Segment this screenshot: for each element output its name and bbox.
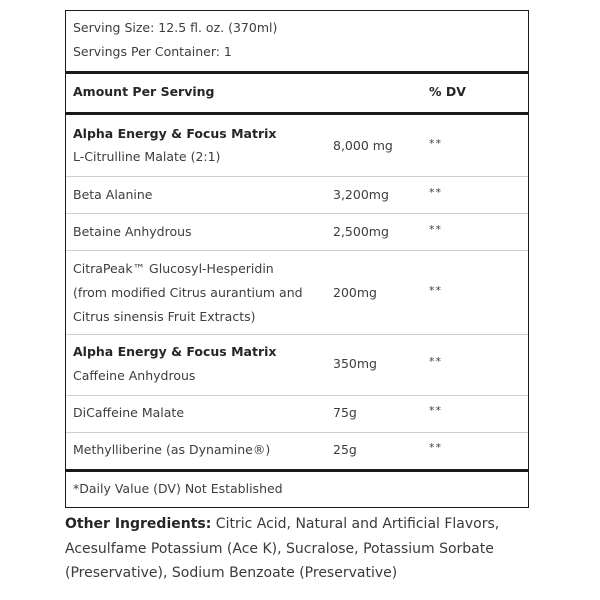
group-label: Alpha Energy & Focus Matrix xyxy=(73,126,277,141)
supplement-facts-panel xyxy=(65,10,529,508)
ingredient-name: Methylliberine (as Dynamine®) xyxy=(73,442,271,457)
dv-header: % DV xyxy=(429,84,466,99)
divider-thick xyxy=(66,71,528,74)
ingredient-amount: 3,200mg xyxy=(333,187,389,202)
ingredient-amount: 25g xyxy=(333,442,357,457)
amount-per-serving-header: Amount Per Serving xyxy=(73,84,215,99)
table-row xyxy=(66,214,528,250)
other-ingredients xyxy=(65,512,545,586)
ingredient-name: DiCaffeine Malate xyxy=(73,405,185,420)
ingredient-name: (from modified Citrus aurantium and xyxy=(73,285,303,300)
servings-per-container: Servings Per Container: 1 xyxy=(73,44,232,59)
ingredient-amount: 2,500mg xyxy=(333,224,389,239)
ingredient-name: Betaine Anhydrous xyxy=(73,224,192,239)
table-row xyxy=(66,119,528,175)
ingredient-amount: 75g xyxy=(333,405,357,420)
ingredient-amount: 200mg xyxy=(333,285,377,300)
divider-thick xyxy=(66,112,528,115)
table-row xyxy=(66,335,528,395)
ingredient-dv: ** xyxy=(429,441,442,454)
ingredient-name: L-Citrulline Malate (2:1) xyxy=(73,149,221,164)
ingredient-name: Beta Alanine xyxy=(73,187,153,202)
ingredient-name: CitraPeak™ Glucosyl-Hesperidin xyxy=(73,261,274,276)
table-row xyxy=(66,396,528,432)
ingredient-amount: 350mg xyxy=(333,356,377,371)
serving-size: Serving Size: 12.5 fl. oz. (370ml) xyxy=(73,20,278,35)
ingredient-dv: ** xyxy=(429,284,442,297)
ingredient-dv: ** xyxy=(429,355,442,368)
ingredient-amount: 8,000 mg xyxy=(333,138,393,153)
table-row xyxy=(66,177,528,213)
ingredient-name: Citrus sinensis Fruit Extracts) xyxy=(73,309,256,324)
ingredient-dv: ** xyxy=(429,223,442,236)
other-ingredients-text: Citric Acid, Natural and Artificial Flavors, Acesulfame Potassium (Ace K), Sucralose, Potassium Sorbate (Preservative), Sodium Benzoate (Preservative) xyxy=(65,516,500,581)
ingredient-name: Caffeine Anhydrous xyxy=(73,368,196,383)
table-row xyxy=(66,251,528,334)
ingredient-dv: ** xyxy=(429,186,442,199)
ingredient-dv: ** xyxy=(429,404,442,417)
other-ingredients-label: Other Ingredients: xyxy=(65,516,212,532)
divider-thick xyxy=(66,469,528,472)
table-row xyxy=(66,433,528,469)
ingredient-dv: ** xyxy=(429,137,442,150)
footnote: *Daily Value (DV) Not Established xyxy=(73,481,283,496)
group-label: Alpha Energy & Focus Matrix xyxy=(73,344,277,359)
